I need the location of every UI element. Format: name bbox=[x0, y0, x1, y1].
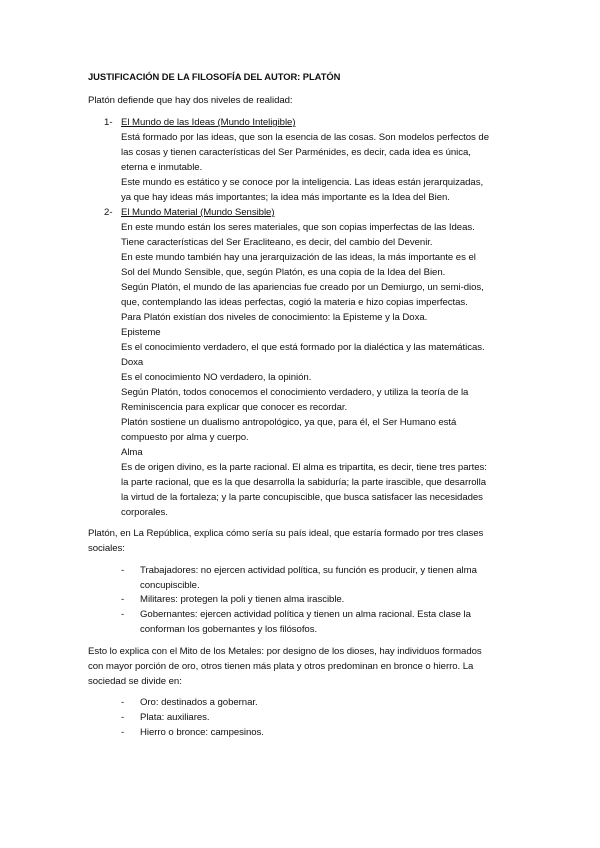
text-line: eterna e inmutable. bbox=[121, 162, 203, 173]
subheading-alma: Alma bbox=[121, 447, 143, 458]
text-line: Platón, en La República, explica cómo sería su país ideal, que estaría formado por tres clases bbox=[88, 528, 484, 539]
bullet-dash: - bbox=[121, 609, 125, 620]
text-line: con mayor porción de oro, otros tienen más plata y otros predominan en bronce o hierro. La bbox=[88, 661, 474, 672]
bullet-dash: - bbox=[121, 565, 125, 576]
bullet-dash: - bbox=[121, 594, 125, 605]
bullet-dash: - bbox=[121, 697, 125, 708]
text-line: sociedad se divide en: bbox=[88, 676, 182, 687]
section-heading: El Mundo Material (Mundo Sensible) bbox=[121, 207, 275, 218]
text-line: corporales. bbox=[121, 507, 168, 518]
text-line: ya que hay ideas más importantes; la idea más importante es la Idea del Bien. bbox=[121, 192, 450, 203]
list-item: Oro: destinados a gobernar. bbox=[140, 697, 258, 708]
text-line: Este mundo es estático y se conoce por la inteligencia. Las ideas están jerarquizadas, bbox=[121, 177, 484, 188]
list-item: concupiscible. bbox=[140, 580, 200, 591]
text-line: Para Platón existían dos niveles de conocimiento: la Episteme y la Doxa. bbox=[121, 312, 428, 323]
list-number: 2- bbox=[104, 207, 113, 218]
text-line: Platón sostiene un dualismo antropológico, ya que, para él, el Ser Humano está bbox=[121, 417, 457, 428]
list-item: Hierro o bronce: campesinos. bbox=[140, 727, 264, 738]
text-line: la virtud de la fortaleza; y la parte concupiscible, que busca satisfacer las necesidades bbox=[121, 492, 483, 503]
text-line: Está formado por las ideas, que son la esencia de las cosas. Son modelos perfectos de bbox=[121, 132, 489, 143]
list-item: Plata: auxiliares. bbox=[140, 712, 210, 723]
text-line: Sol del Mundo Sensible, que, según Platón, es una copia de la Idea del Bien. bbox=[121, 267, 446, 278]
text-line: sociales: bbox=[88, 543, 125, 554]
text-line: Es de origen divino, es la parte racional. El alma es tripartita, es decir, tiene tres partes: bbox=[121, 462, 487, 473]
text-line: En este mundo están los seres materiales, que son copias imperfectas de las Ideas. bbox=[121, 222, 475, 233]
bullet-dash: - bbox=[121, 712, 125, 723]
text-line: En este mundo también hay una jerarquización de las ideas, la más importante es el bbox=[121, 252, 476, 263]
subheading-episteme: Episteme bbox=[121, 327, 161, 338]
text-line: compuesto por alma y cuerpo. bbox=[121, 432, 249, 443]
bullet-dash: - bbox=[121, 727, 125, 738]
text-line: Tiene características del Ser Eracliteano, es decir, del cambio del Devenir. bbox=[121, 237, 433, 248]
text-line: Reminiscencia para explicar que conocer es recordar. bbox=[121, 402, 348, 413]
list-number: 1- bbox=[104, 117, 113, 128]
text-line: las cosas y tienen características del Ser Parménides, es decir, cada idea es única, bbox=[121, 147, 471, 158]
list-item: Militares: protegen la poli y tienen alma irascible. bbox=[140, 594, 345, 605]
page-title: JUSTIFICACIÓN DE LA FILOSOFÍA DEL AUTOR: PLATÓN bbox=[88, 71, 341, 82]
subheading-doxa: Doxa bbox=[121, 357, 144, 368]
text-line: Es el conocimiento NO verdadero, la opinión. bbox=[121, 372, 312, 383]
text-line: la parte racional, que es la que desarrolla la sabiduría; la parte irascible, que desarrolla bbox=[121, 477, 486, 488]
text-line: Esto lo explica con el Mito de los Metales: por designo de los dioses, hay individuos formados bbox=[88, 646, 482, 657]
list-item: Gobernantes: ejercen actividad política y tienen un alma racional. Esta clase la bbox=[140, 609, 471, 620]
text-line: Según Platón, el mundo de las apariencias fue creado por un Demiurgo, un semi-dios, bbox=[121, 282, 484, 293]
text-line: Según Platón, todos conocemos el conocimiento verdadero, y utiliza la teoría de la bbox=[121, 387, 469, 398]
intro-paragraph: Platón defiende que hay dos niveles de realidad: bbox=[88, 95, 293, 106]
list-item: Trabajadores: no ejercen actividad política, su función es producir, y tienen alma bbox=[140, 565, 477, 576]
text-line: Es el conocimiento verdadero, el que está formado por la dialéctica y las matemáticas. bbox=[121, 342, 485, 353]
list-item: conforman los gobernantes y los filósofos. bbox=[140, 624, 318, 635]
section-heading: El Mundo de las Ideas (Mundo Inteligible) bbox=[121, 117, 296, 128]
text-line: que, contemplando las ideas perfectas, cogió la materia e hizo copias imperfectas. bbox=[121, 297, 468, 308]
